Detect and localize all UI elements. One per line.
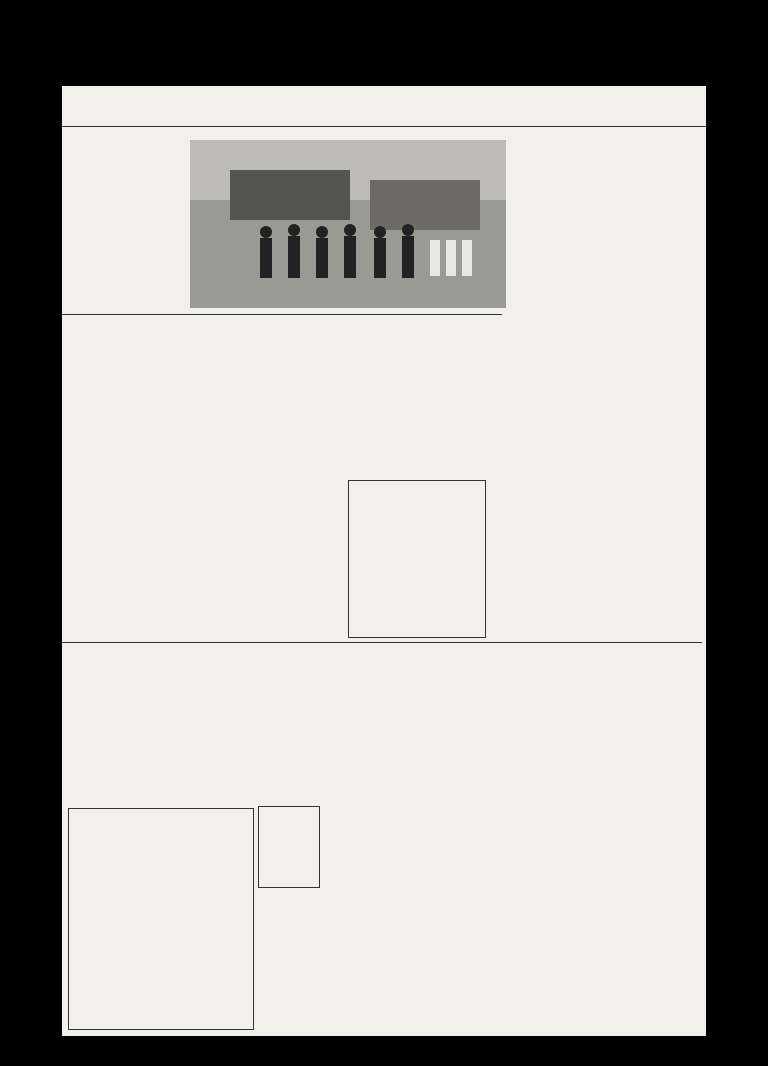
photo-image <box>190 140 506 308</box>
lower-left-body <box>194 652 344 792</box>
third-story-body <box>494 646 568 796</box>
second-story-body <box>194 322 344 452</box>
event-notice-box <box>348 480 486 638</box>
second-story-body2 <box>68 322 188 682</box>
divider <box>62 314 502 315</box>
news-photo <box>190 140 506 308</box>
park-box <box>258 806 320 888</box>
newspaper-page <box>62 86 706 1036</box>
second-story-body3 <box>194 464 260 640</box>
masthead-bar <box>62 86 706 127</box>
third-story-body2 <box>610 646 700 796</box>
main-story-body2 <box>502 494 700 634</box>
divider <box>62 642 702 643</box>
notice-detail <box>348 652 488 792</box>
cinema-ad <box>68 808 254 1030</box>
kotsu-body <box>392 802 442 912</box>
right-lower-body <box>498 802 698 1028</box>
confucius-body <box>324 826 372 956</box>
main-story-body <box>352 318 552 452</box>
photo-note <box>102 134 162 314</box>
